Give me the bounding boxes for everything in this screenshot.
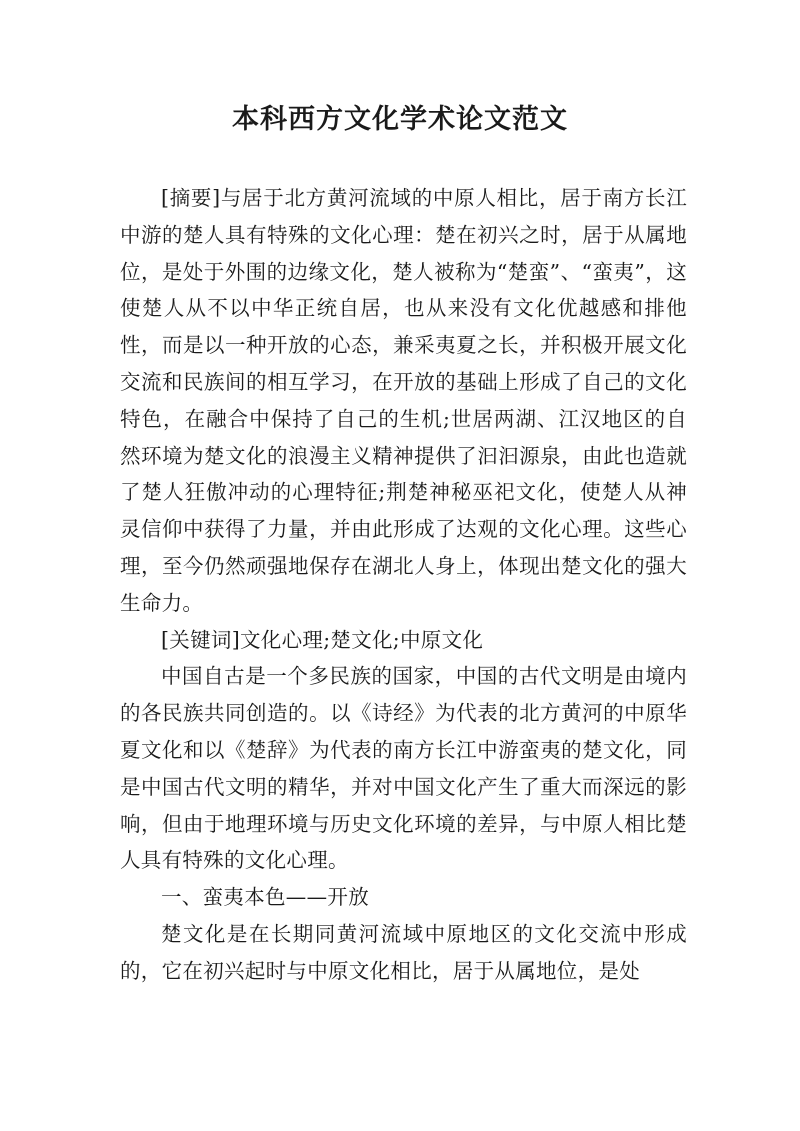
document-title: 本科西方文化学术论文范文: [232, 104, 568, 135]
abstract-paragraph: [摘要]与居于北方黄河流域的中原人相比，居于南方长江中游的楚人具有特殊的文化心理：楚在初兴之时，居于从属地位，是处于外围的边缘文化，楚人被称为“楚蛮”、“蛮夷”，这使楚人从不以中华正统自居，也从来没有文化优越感和排他性，而是以一种开放的心态，兼采夷夏之长，并积极开展文化交流和民族间的相互学习，在开放的基础上形成了自己的文化特色，在融合中保持了自己的生机;世居两湖、江汉地区的自然环境为楚文化的浪漫主义精神提供了汩汩源泉，由此也造就了楚人狂傲冲动的心理特征;荆楚神秘巫祀文化，使楚人从神灵信仰中获得了力量，并由此形成了达观的文化心理。这些心理，至今仍然顽强地保存在湖北人身上，体现出楚文化的强大生命力。: [120, 186, 687, 615]
section-heading: 一、蛮夷本色——开放: [161, 885, 369, 910]
keywords-paragraph: [关键词]文化心理;楚文化;中原文化: [161, 627, 484, 652]
document-body: [120, 180, 687, 990]
section-paragraph: 楚文化是在长期同黄河流域中原地区的文化交流中形成的，它在初兴起时与中原文化相比，居于从属地位，是处: [120, 921, 687, 983]
intro-paragraph: 中国自古是一个多民族的国家，中国的古代文明是由境内的各民族共同创造的。以《诗经》为代表的北方黄河的中原华夏文化和以《楚辞》为代表的南方长江中游蛮夷的楚文化，同是中国古代文明的精华，并对中国文化产生了重大而深远的影响，但由于地理环境与历史文化环境的差异，与中原人相比楚人具有特殊的文化心理。: [120, 664, 687, 873]
